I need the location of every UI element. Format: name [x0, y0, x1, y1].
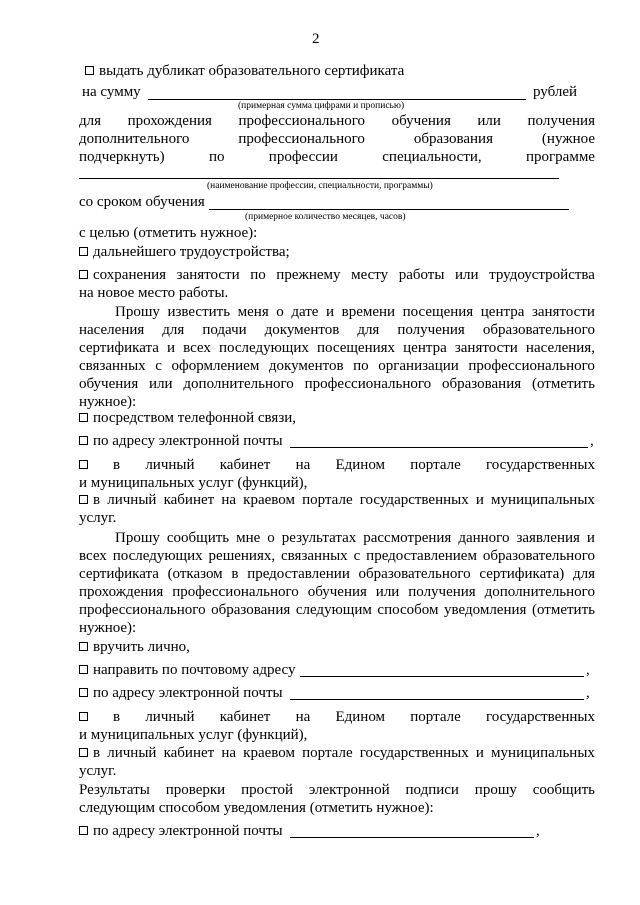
visit-regional-line-1: в личный кабинет на краевом портале государственных и муниципальных: [93, 492, 595, 508]
result-regional-line-2: услуг.: [79, 763, 117, 779]
visit-paragraph-line-1: Прошу известить меня о дате и времени посещения центра занятости: [115, 304, 595, 320]
result-paragraph-line-2: всех последующих решениях, связанных с предоставлением образовательного: [79, 548, 595, 564]
visit-email-field[interactable]: [290, 447, 588, 448]
result-email-comma: ,: [586, 685, 590, 701]
result-post-comma: ,: [586, 662, 590, 678]
visit-email-label: по адресу электронной почты: [93, 433, 283, 449]
result-email-label: по адресу электронной почты: [93, 685, 283, 701]
duplicate-label: выдать дубликат образовательного сертификата: [99, 63, 405, 79]
term-prefix: со сроком обучения: [79, 194, 205, 210]
goal-option-2-checkbox[interactable]: [79, 270, 88, 279]
visit-regional-checkbox[interactable]: [79, 495, 88, 504]
purpose-line-2: дополнительного профессионального образования (нужное: [79, 131, 595, 147]
result-post-field[interactable]: [300, 676, 584, 677]
result-personal-label: вручить лично,: [93, 639, 190, 655]
result-regional-line-1: в личный кабинет на краевом портале государственных и муниципальных: [93, 745, 595, 761]
result-gosuslugi-line-2: и муниципальных услуг (функций),: [79, 727, 308, 743]
signature-email-label: по адресу электронной почты: [93, 823, 283, 839]
goal-option-2-line-2: на новое место работы.: [79, 285, 229, 301]
signature-line-1: Результаты проверки простой электронной подписи прошу сообщить: [79, 782, 595, 798]
amount-suffix: рублей: [533, 84, 578, 100]
signature-email-field[interactable]: [290, 837, 534, 838]
visit-gosuslugi-line-1: в личный кабинет на Едином портале государственных: [113, 457, 595, 473]
signature-email-comma: ,: [536, 823, 540, 839]
result-paragraph-line-3: сертификата (отказом в предоставлении образовательного сертификата) для: [79, 566, 595, 582]
visit-email-checkbox[interactable]: [79, 436, 88, 445]
program-hint: (наименование профессии, специальности, программы): [207, 181, 433, 191]
purpose-line-1: для прохождения профессионального обучения или получения: [79, 113, 595, 129]
result-post-label: направить по почтовому адресу: [93, 662, 296, 678]
result-paragraph-line-1: Прошу сообщить мне о результатах рассмотрения данного заявления и: [115, 530, 595, 546]
amount-hint: (примерная сумма цифрами и прописью): [238, 101, 405, 111]
goal-option-1-label: дальнейшего трудоустройства;: [93, 244, 290, 260]
visit-paragraph-line-3: сертификата и всех последующих посещениях центра занятости населения,: [79, 340, 595, 356]
goal-heading: с целью (отметить нужное):: [79, 225, 258, 241]
term-field[interactable]: [209, 209, 569, 210]
result-paragraph-line-5: профессионального образования следующим способом уведомления (отметить: [79, 602, 595, 618]
duplicate-checkbox[interactable]: [85, 66, 94, 75]
result-email-checkbox[interactable]: [79, 688, 88, 697]
visit-paragraph-line-2: населения для подачи документов для получения образовательного: [79, 322, 595, 338]
visit-phone-checkbox[interactable]: [79, 413, 88, 422]
signature-line-2: следующим способом уведомления (отметить нужное):: [79, 800, 434, 816]
visit-email-comma: ,: [590, 433, 594, 449]
result-paragraph-line-6: нужное):: [79, 620, 137, 636]
visit-paragraph-line-5: обучения или дополнительного профессионального образования (отметить: [79, 376, 595, 392]
result-email-field[interactable]: [290, 699, 584, 700]
amount-prefix: на сумму: [82, 84, 141, 100]
result-personal-checkbox[interactable]: [79, 642, 88, 651]
result-paragraph-line-4: прохождения профессионального обучения или получения дополнительного: [79, 584, 595, 600]
visit-paragraph-line-4: связанных с оформлением документов по организации профессионального: [79, 358, 595, 374]
result-regional-checkbox[interactable]: [79, 748, 88, 757]
result-post-checkbox[interactable]: [79, 665, 88, 674]
result-gosuslugi-line-1: в личный кабинет на Едином портале государственных: [113, 709, 595, 725]
result-gosuslugi-checkbox[interactable]: [79, 712, 88, 721]
amount-field[interactable]: [148, 99, 526, 100]
term-hint: (примерное количество месяцев, часов): [245, 212, 406, 222]
visit-paragraph-line-6: нужное):: [79, 394, 137, 410]
goal-option-1-checkbox[interactable]: [79, 247, 88, 256]
program-field[interactable]: [79, 178, 559, 179]
goal-option-2-line-1: сохранения занятости по прежнему месту работы или трудоустройства: [93, 267, 595, 283]
signature-email-checkbox[interactable]: [79, 826, 88, 835]
visit-gosuslugi-checkbox[interactable]: [79, 460, 88, 469]
visit-phone-label: посредством телефонной связи,: [93, 410, 297, 426]
page-number: 2: [312, 31, 320, 47]
visit-regional-line-2: услуг.: [79, 510, 117, 526]
purpose-line-3: подчеркнуть) по профессии специальности, программе: [79, 149, 595, 165]
visit-gosuslugi-line-2: и муниципальных услуг (функций),: [79, 475, 308, 491]
